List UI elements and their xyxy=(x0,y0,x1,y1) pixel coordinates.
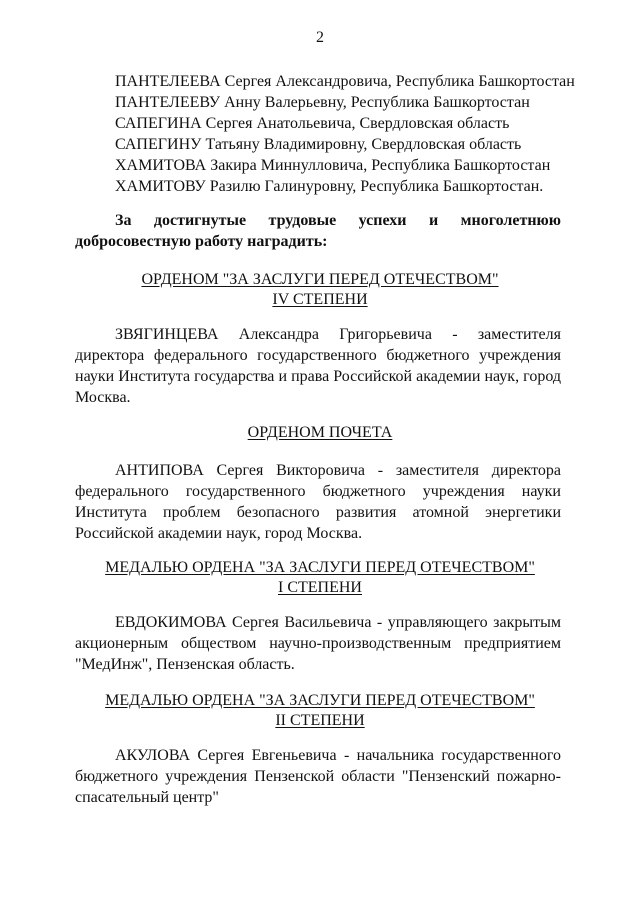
section-heading-medal-2 xyxy=(0,691,640,731)
award-intro-line1: За достигнутые трудовые успехи и многолетнюю xyxy=(115,212,561,229)
award-intro-line2: добросовестную работу наградить: xyxy=(75,233,328,250)
heading-line: ОРДЕНОМ ПОЧЕТА xyxy=(247,424,393,441)
heading-line: IV СТЕПЕНИ xyxy=(272,291,368,308)
section-heading-order-merit-4 xyxy=(0,270,640,310)
recipient-text: ЕВДОКИМОВА Сергея Васильевича - управляющего закрытым акционерным обществом научно-производственным предприятием "МедИнж", Пензенская область. xyxy=(75,614,561,673)
list-item: ПАНТЕЛЕЕВА Сергея Александровича, Республика Башкортостан xyxy=(115,73,575,90)
recipient-text: АКУЛОВА Сергея Евгеньевича - начальника государственного бюджетного учреждения Пензенской области "Пензенский пожарно-спасательный центр" xyxy=(75,747,561,806)
list-item: ПАНТЕЛЕЕВУ Анну Валерьевну, Республика Башкортостан xyxy=(115,94,530,111)
recipient-text: ЗВЯГИНЦЕВА Александра Григорьевича - заместителя директора федерального государственного бюджетного учреждения науки Института государства и права Российской академии наук, город Москва. xyxy=(75,326,561,406)
heading-line: I СТЕПЕНИ xyxy=(278,579,362,596)
award-recipient-text xyxy=(75,460,561,544)
award-intro xyxy=(75,210,561,252)
section-heading-medal-1 xyxy=(0,558,640,598)
heading-line: II СТЕПЕНИ xyxy=(275,712,365,729)
award-recipient-text xyxy=(75,324,561,408)
family-list xyxy=(115,71,575,197)
page-number: 2 xyxy=(316,29,324,46)
list-item: САПЕГИНУ Татьяну Владимировну, Свердловская область xyxy=(115,136,522,153)
recipient-text: АНТИПОВА Сергея Викторовича - заместителя директора федерального государственного бюджетного учреждения науки Института проблем безопасного развития атомной энергетики Российской академии наук, город Москва. xyxy=(75,462,561,542)
section-heading-order-honour xyxy=(0,423,640,443)
list-item: ХАМИТОВА Закира Миннулловича, Республика Башкортостан xyxy=(115,157,551,174)
heading-line: ОРДЕНОМ "ЗА ЗАСЛУГИ ПЕРЕД ОТЕЧЕСТВОМ" xyxy=(141,271,499,288)
award-recipient-text xyxy=(75,745,561,808)
heading-line: МЕДАЛЬЮ ОРДЕНА "ЗА ЗАСЛУГИ ПЕРЕД ОТЕЧЕСТВОМ" xyxy=(105,559,535,576)
award-recipient-text xyxy=(75,612,561,675)
list-item: САПЕГИНА Сергея Анатольевича, Свердловская область xyxy=(115,115,510,132)
list-item: ХАМИТОВУ Разилю Галинуровну, Республика Башкортостан. xyxy=(115,178,544,195)
heading-line: МЕДАЛЬЮ ОРДЕНА "ЗА ЗАСЛУГИ ПЕРЕД ОТЕЧЕСТВОМ" xyxy=(105,692,535,709)
